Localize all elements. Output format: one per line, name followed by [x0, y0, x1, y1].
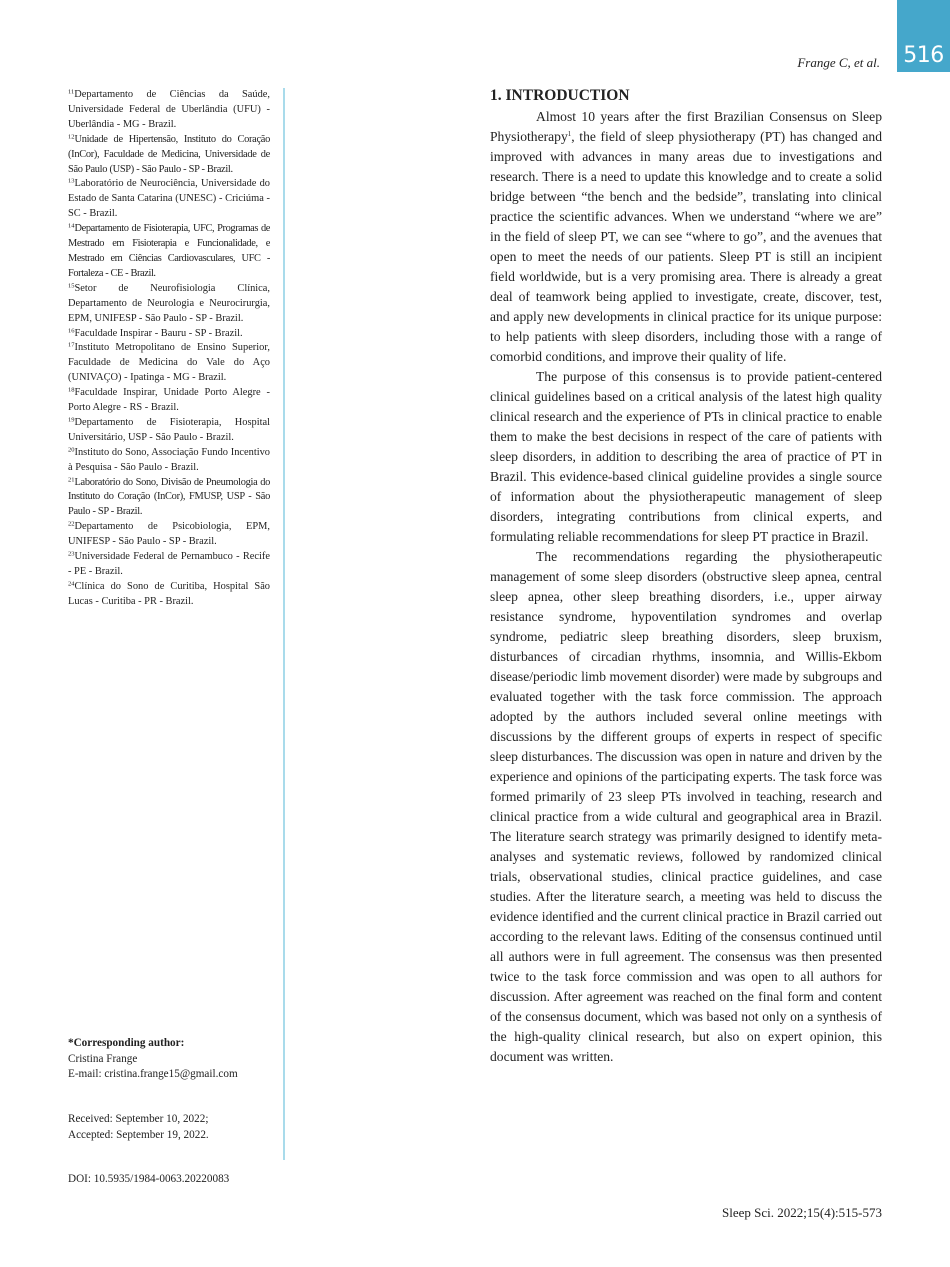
- affiliation: [68, 550, 270, 580]
- paragraph: The recommendations regarding the physiotherapeutic management of some sleep disorders (obstructive sleep apnea, central sleep apnea, other sleep breathing disorders, i.e., upper airway resistance syndrome, hypoventilation syndromes and overlap syndrome, pediatric sleep breathing disorders, sleep bruxism, disturbances of circadian rhythms, insomnia, and Willis-Ekbom disease/periodic limb movement disorder) were made by subgroups and evaluated together with the task force commission. The approach adopted by the authors included several online meetings with discussions by the different groups of experts in respect of specific sleep disturbances. The discussion was open in nature and driven by the experience and opinions of the participating experts. The task force was formed primarily of 23 sleep PTs involved in teaching, research and clinical practice from a wide cultural and geographical area in Brazil. The literature search strategy was primarily designed to identify meta-analyses and systematic reviews, followed by randomized clinical trials, observational studies, clinical practice guidelines, and case studies. After the literature search, a meeting was held to discuss the evidence identified and the current clinical practice in Brazil carried out according to the relevant laws. Editing of the consensus continued until all authors were in full agreement. The consensus was then presented twice to the task force commission and was open to all authors for discussion. After agreement was reached on the final form and content of the consensus document, which was based not only on a synthesis of the high-quality clinical research, but also on expert opinion, this document was written.: [490, 549, 882, 1064]
- page-number-box: [897, 0, 950, 72]
- page-number: 516: [903, 43, 944, 68]
- affiliation-text: Unidade de Hipertensão, Instituto do Coração (InCor), Faculdade de Medicina, Universidade de São Paulo (USP) - São Paulo - SP - Brazil.: [68, 133, 270, 175]
- affiliation: [68, 416, 270, 446]
- affiliation-text: Departamento de Fisioterapia, Hospital Universitário, USP - São Paulo - Brazil.: [68, 416, 270, 443]
- affiliation-number: 22: [68, 520, 75, 528]
- citation-ref[interactable]: 1: [567, 130, 572, 138]
- affiliation: [68, 327, 270, 342]
- affiliation-number: 15: [68, 282, 75, 290]
- affiliation: [68, 177, 270, 222]
- accepted-date: Accepted: September 19, 2022.: [68, 1128, 209, 1141]
- affiliation-number: 17: [68, 341, 75, 349]
- paragraph-text: , the field of sleep physiotherapy (PT) has changed and improved with advances in many areas due to investigations and research. There is a need to update this knowledge and to create a solid bridge between “the bench and the bedside”, translating into clinical practice the scientific advances. When we understand “where we are” in the field of sleep PT, we can see “where to go”, and the avenues that open to meet the needs of our patients. Sleep PT is still an incipient field worldwide, but is a very promising area. There is already a great deal of teamwork being applied to investigate, create, discover, test, and apply new developments in clinical practice for its unique purpose: to help patients with sleep disorders, including those with a range of comorbid conditions, and improve their quality of life.: [490, 129, 882, 364]
- affiliation-text: Faculdade Inspirar, Unidade Porto Alegre - Porto Alegre - RS - Brazil.: [68, 387, 270, 414]
- affiliation-text: Departamento de Fisioterapia, UFC, Programas de Mestrado em Fisioterapia e Funcionalidade, e Mestrado em Ciências Cardiovasculares, UFC - Fortaleza - CE - Brazil.: [68, 223, 270, 279]
- affiliation-number: 20: [68, 446, 75, 454]
- affiliation-number: 24: [68, 580, 75, 588]
- affiliation-text: Instituto Metropolitano de Ensino Superior, Faculdade de Medicina do Vale do Aço (UNIVAÇO) - Ipatinga - MG - Brazil.: [68, 342, 270, 384]
- paragraph: [490, 107, 882, 367]
- affiliation: [68, 282, 270, 327]
- journal-citation: Sleep Sci. 2022;15(4):515-573: [722, 1205, 882, 1220]
- paragraph-text: Almost 10 years after the first Brazilian Consensus on Sleep Physiotherapy: [490, 109, 882, 144]
- affiliation-text: Universidade Federal de Pernambuco - Recife - PE - Brazil.: [68, 551, 270, 577]
- affiliation-text: Departamento de Psicobiologia, EPM, UNIFESP - São Paulo - SP - Brazil.: [68, 521, 270, 548]
- column-divider: [283, 88, 285, 1160]
- corresponding-author-name: Cristina Frange: [68, 1052, 138, 1065]
- affiliation-number: 12: [68, 133, 75, 141]
- affiliation-number: 23: [68, 550, 75, 558]
- affiliations-list: [68, 88, 270, 610]
- section-title: 1. INTRODUCTION: [490, 87, 630, 104]
- affiliation-number: 16: [68, 327, 75, 334]
- affiliation-text: Clínica do Sono de Curitiba, Hospital São Lucas - Curitiba - PR - Brazil.: [68, 580, 270, 607]
- affiliation-text: Laboratório do Sono, Divisão de Pneumologia do Instituto do Coração (InCor), FMUSP, USP - São Paulo - SP - Brazil.: [68, 476, 270, 518]
- doi[interactable]: DOI: 10.5935/1984-0063.20220083: [68, 1173, 230, 1185]
- affiliation-text: Faculdade Inspirar - Bauru - SP - Brazil.: [74, 327, 243, 339]
- article-dates: [68, 1112, 278, 1143]
- affiliation-number: 11: [68, 88, 75, 96]
- affiliation: [68, 386, 270, 416]
- affiliation-number: 13: [68, 177, 75, 185]
- affiliation-text: Setor de Neurofisiologia Clínica, Departamento de Neurologia e Neurocirurgia, EPM, UNIFESP - São Paulo - SP - Brazil.: [68, 282, 270, 324]
- received-date: Received: September 10, 2022;: [68, 1113, 209, 1125]
- affiliation-number: 19: [68, 416, 75, 424]
- affiliation-text: Instituto do Sono, Associação Fundo Incentivo à Pesquisa - São Paulo - Brazil.: [68, 446, 270, 473]
- affiliation-number: 14: [68, 222, 75, 230]
- main-text: [490, 86, 882, 1067]
- corresponding-author-label: *Corresponding author:: [68, 1037, 185, 1049]
- corresponding-author-email[interactable]: E-mail: cristina.frange15@gmail.com: [68, 1068, 238, 1080]
- affiliation-text: Laboratório de Neurociência, Universidade do Estado de Santa Catarina (UNESC) - Criciúma - SC - Brazil.: [68, 178, 270, 220]
- affiliation: [68, 476, 270, 521]
- affiliation: [68, 580, 270, 610]
- affiliation: [68, 88, 270, 133]
- affiliation: [68, 446, 270, 476]
- affiliation: [68, 520, 270, 550]
- affiliation: [68, 133, 270, 178]
- affiliation-number: 21: [68, 476, 75, 484]
- affiliation: [68, 222, 270, 282]
- running-head: Frange C, et al.: [797, 55, 880, 70]
- paragraph: The purpose of this consensus is to provide patient-centered clinical guidelines based on a critical analysis of the latest high quality clinical research and the experience of PTs in clinical practice to enable them to make the best decisions in respect of the care of patients with sleep disorders, in addition to describing the area of practice of PT in Brazil. This evidence-based clinical guideline provides a single source of information about the physiotherapeutic management of sleep disorders, integrating contributions from clinical experts, and formulating reliable recommendations for sleep PT practice in Brazil.: [490, 369, 882, 544]
- affiliation-text: Departamento de Ciências da Saúde, Universidade Federal de Uberlândia (UFU) - Uberlândia - MG - Brazil.: [68, 89, 270, 130]
- affiliation-number: 18: [68, 386, 75, 394]
- corresponding-author: [68, 1036, 278, 1083]
- affiliation: [68, 341, 270, 386]
